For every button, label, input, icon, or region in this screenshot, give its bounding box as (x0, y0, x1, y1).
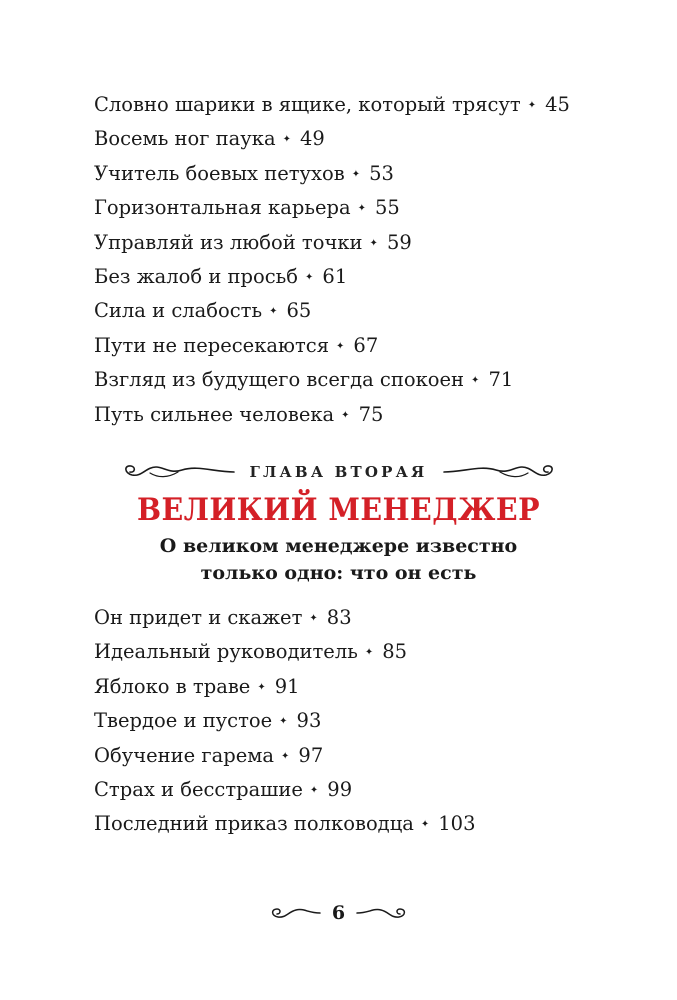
flourish-right-icon (442, 461, 560, 483)
separator-star-icon: ✦ (357, 203, 366, 215)
toc-entry-title: Сила и слабость (94, 299, 263, 323)
toc-entry (94, 739, 475, 773)
separator-star-icon: ✦ (527, 100, 537, 111)
toc-entry-page: 97 (298, 743, 324, 767)
chapter-title: ВЕЛИКИЙ МЕНЕДЖЕР (136, 492, 541, 528)
separator-star-icon: ✦ (369, 237, 378, 249)
toc-entry-page: 103 (438, 812, 476, 836)
toc-entry-title: Восемь ног паука (94, 127, 276, 151)
toc-entry-title: Путь сильнее человека (94, 402, 335, 426)
chapter-kicker: ГЛАВА ВТОРАЯ (249, 463, 428, 481)
toc-list-part1 (94, 88, 570, 432)
toc-entry (94, 635, 475, 669)
separator-star-icon: ✦ (281, 750, 290, 762)
toc-entry-title: Страх и бесстрашие (94, 777, 303, 801)
toc-entry (94, 294, 570, 328)
toc-entry-page: 59 (386, 230, 412, 254)
toc-entry-title: Горизонтальная карьера (94, 196, 351, 220)
toc-entry-page: 67 (353, 333, 379, 357)
separator-star-icon: ✦ (351, 168, 361, 180)
footer-flourish-left-icon (268, 904, 322, 922)
toc-entry (94, 226, 570, 260)
chapter-header (0, 455, 677, 587)
toc-entry-title: Без жалоб и просьб (94, 264, 299, 288)
separator-star-icon: ✦ (420, 819, 430, 831)
toc-entry-title: Он придет и скажет (94, 606, 303, 629)
toc-entry (94, 398, 570, 432)
toc-entry (94, 363, 570, 397)
separator-star-icon: ✦ (341, 409, 350, 421)
separator-star-icon: ✦ (282, 134, 291, 146)
toc-entry-page: 91 (274, 674, 300, 698)
toc-entry-page: 55 (375, 196, 400, 220)
toc-entry-page: 71 (488, 368, 514, 392)
toc-entry (94, 773, 475, 807)
separator-star-icon: ✦ (364, 647, 374, 659)
toc-entry-title: Последний приказ полководца (94, 812, 414, 836)
chapter-kicker-row (0, 455, 677, 489)
separator-star-icon: ✦ (309, 784, 319, 796)
toc-entry (94, 329, 570, 363)
toc-entry-page: 53 (369, 161, 394, 185)
toc-entry-page: 61 (322, 264, 348, 288)
chapter-subtitle (0, 533, 677, 587)
toc-entry (94, 601, 475, 635)
toc-entry (94, 88, 570, 122)
separator-star-icon: ✦ (257, 681, 266, 693)
toc-entry (94, 157, 570, 191)
toc-entry-page: 75 (358, 402, 384, 426)
separator-star-icon: ✦ (305, 271, 314, 283)
toc-entry (94, 670, 475, 704)
chapter-subtitle-line1: О великом менеджере известно (159, 535, 518, 557)
toc-entry-title: Твердое и пустое (94, 709, 273, 733)
toc-entry-title: Яблоко в траве (94, 674, 251, 698)
flourish-left-icon (118, 461, 236, 483)
toc-entry-title: Идеальный руководитель (94, 640, 358, 664)
toc-entry-title: Управляй из любой точки (94, 230, 363, 254)
toc-entry-page: 65 (286, 299, 312, 323)
toc-entry-title: Учитель боевых петухов (94, 161, 345, 185)
toc-entry (94, 122, 570, 156)
toc-entry-page: 99 (327, 777, 353, 801)
toc-entry-title: Пути не пересекаются (94, 333, 330, 357)
toc-entry-title: Обучение гарема (94, 743, 275, 767)
toc-list-part2 (94, 601, 475, 842)
page-footer (0, 902, 677, 924)
toc-entry-page: 85 (382, 640, 408, 664)
toc-entry (94, 704, 475, 738)
page-number: 6 (331, 902, 346, 924)
footer-flourish-right-icon (355, 904, 409, 922)
toc-entry (94, 260, 570, 294)
separator-star-icon: ✦ (471, 375, 480, 387)
toc-entry-title: Словно шарики в ящике, который трясут (94, 93, 521, 116)
toc-entry-page: 93 (296, 709, 322, 733)
chapter-subtitle-line2: только одно: что он есть (200, 562, 477, 584)
toc-entry-page: 49 (299, 127, 325, 151)
toc-entry (94, 191, 570, 225)
separator-star-icon: ✦ (279, 716, 288, 728)
separator-star-icon: ✦ (309, 613, 318, 624)
separator-star-icon: ✦ (336, 340, 345, 352)
toc-entry-title: Взгляд из будущего всегда спокоен (94, 368, 465, 392)
toc-entry-page: 45 (545, 93, 570, 116)
toc-entry (94, 807, 475, 841)
toc-entry-page: 83 (326, 606, 352, 629)
separator-star-icon: ✦ (269, 306, 278, 318)
